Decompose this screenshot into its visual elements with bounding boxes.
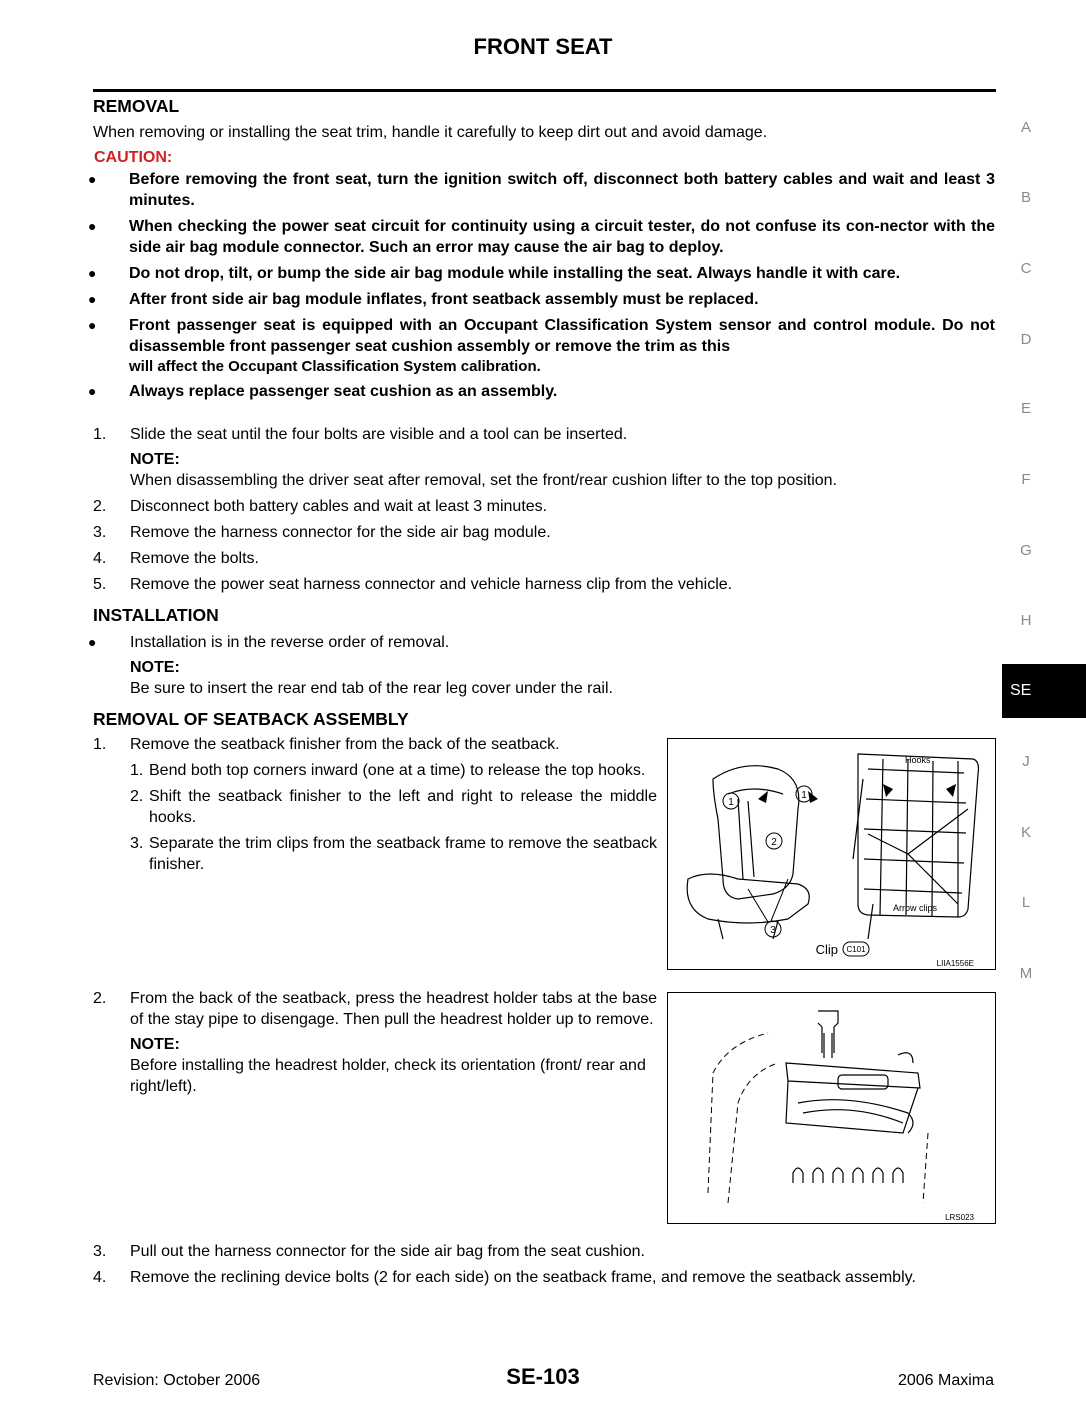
seatback-steps-3-4 [93, 1241, 996, 1288]
side-tab-se-active[interactable]: SE [1002, 664, 1086, 718]
clip-label: Clip [815, 942, 838, 957]
footer-revision: Revision: October 2006 [93, 1372, 261, 1389]
caution-list [88, 169, 995, 407]
footer-model: 2006 Maxima [897, 1372, 994, 1389]
callout-label: 2 [771, 837, 777, 848]
arrow-clips-label: Arrow clips [893, 903, 938, 913]
bullet-icon: ● [88, 383, 97, 399]
bullet-icon: ● [88, 171, 97, 187]
callout-label: 1 [728, 797, 734, 808]
step-row: 3. Remove the harness connector for the side air bag module. [93, 524, 551, 541]
side-tab-m[interactable]: M [1019, 965, 1033, 982]
caution-item: ● When checking the power seat circuit for continuity using a circuit tester, do not confuse its con-nector with the side air bag module connector. Such an error may cause the air bag to deploy. [88, 218, 995, 256]
bullet-icon: ● [88, 634, 97, 650]
side-tab-c[interactable]: C [1020, 260, 1032, 277]
step-row: 3. Pull out the harness connector for the side air bag from the seat cushion. [93, 1243, 645, 1260]
step-row: 2. From the back of the seatback, press the headrest holder tabs at the base of the stay pipe to disengage. Then pull the headrest holder up to remove. [93, 990, 657, 1028]
callout-label: 1 [801, 790, 807, 801]
caution-item: ● Front passenger seat is equipped with an Occupant Classification System sensor and control module. Do not disassemble front passenger seat cushion assembly or remove the trim as this [88, 317, 995, 355]
side-tab-d[interactable]: D [1020, 331, 1032, 348]
figure-code: LIIA1556E [936, 959, 974, 968]
bullet-icon: ● [88, 291, 97, 307]
caution-item: ● Always replace passenger seat cushion as an assembly. [88, 383, 558, 400]
clip-code: C101 [846, 945, 866, 954]
hooks-label: Hooks [905, 755, 931, 765]
side-tab-j[interactable]: J [1022, 753, 1030, 770]
step-row: 2. Disconnect both battery cables and wait at least 3 minutes. [93, 498, 548, 515]
removal-heading: REMOVAL [93, 96, 180, 116]
installation-note: NOTE: Be sure to insert the rear end tab of the rear leg cover under the rail. [130, 659, 613, 697]
caution-item: ● After front side air bag module inflates, front seatback assembly must be replaced. [88, 291, 759, 308]
side-tab-a[interactable]: A [1020, 119, 1031, 136]
seatback-step1-block [93, 734, 657, 880]
substeps [93, 760, 657, 875]
side-tab-f[interactable]: F [1021, 471, 1031, 488]
caution-item: ● Before removing the front seat, turn the ignition switch off, disconnect both battery cables and wait and least 3 minutes. [88, 171, 995, 209]
seatback-heading: REMOVAL OF SEATBACK ASSEMBLY [93, 709, 409, 729]
headrest-illustration [668, 993, 995, 1223]
side-tab-b[interactable]: B [1020, 189, 1031, 206]
caution-item: ● Do not drop, tilt, or bump the side air bag module while installing the seat. Always handle it with care. [88, 265, 901, 282]
callout-label: 3 [770, 925, 776, 936]
side-tab-k[interactable]: K [1020, 824, 1031, 841]
seatback-step2-block [93, 988, 657, 1097]
figure-seatback-finisher [667, 738, 996, 970]
substep: 2. Shift the seatback finisher to the left and right to release the middle hooks. [130, 788, 657, 826]
removal-note: NOTE: When disassembling the driver seat after removal, set the front/rear cushion lifter to the top position. [130, 451, 838, 489]
installation-heading: INSTALLATION [93, 605, 219, 625]
bullet-icon: ● [88, 265, 97, 281]
substep: 1. Bend both top corners inward (one at a time) to release the top hooks. [130, 762, 646, 779]
title-rule [93, 89, 996, 92]
figure-code: LRS023 [945, 1213, 974, 1222]
figure-headrest-holder [667, 992, 996, 1224]
page-number: SE-103 [506, 1364, 580, 1389]
bullet-icon: ● [88, 218, 97, 234]
installation-item: ● Installation is in the reverse order of removal. [88, 634, 450, 651]
side-tab-e[interactable]: E [1020, 400, 1031, 417]
page-title: FRONT SEAT [473, 34, 613, 59]
substep: 3. Separate the trim clips from the seatback frame to remove the seatback finisher. [130, 835, 657, 873]
step-row: 4. Remove the reclining device bolts (2 for each side) on the seatback frame, and remove the seatback assembly. [93, 1269, 916, 1286]
side-tab-g[interactable]: G [1020, 542, 1032, 559]
caution-item-continued: will affect the Occupant Classification System calibration. [129, 358, 541, 375]
step-row: 4. Remove the bolts. [93, 550, 259, 567]
removal-intro: When removing or installing the seat trim, handle it carefully to keep dirt out and avoid damage. [93, 124, 768, 141]
side-tab-l[interactable]: L [1021, 894, 1031, 911]
caution-label: CAUTION: [94, 149, 173, 166]
side-tab-h[interactable]: H [1020, 612, 1032, 629]
bullet-icon: ● [88, 317, 97, 333]
step-row: 5. Remove the power seat harness connector and vehicle harness clip from the vehicle. [93, 576, 733, 593]
seatback-note: NOTE: Before installing the headrest holder, check its orientation (front/ rear and right/left). [130, 1036, 646, 1095]
step-row: 1. Remove the seatback finisher from the back of the seatback. [93, 736, 560, 753]
removal-steps [93, 424, 996, 595]
seat-illustration [668, 739, 995, 969]
step-row: 1. Slide the seat until the four bolts are visible and a tool can be inserted. [93, 426, 628, 443]
installation-list [88, 632, 991, 699]
